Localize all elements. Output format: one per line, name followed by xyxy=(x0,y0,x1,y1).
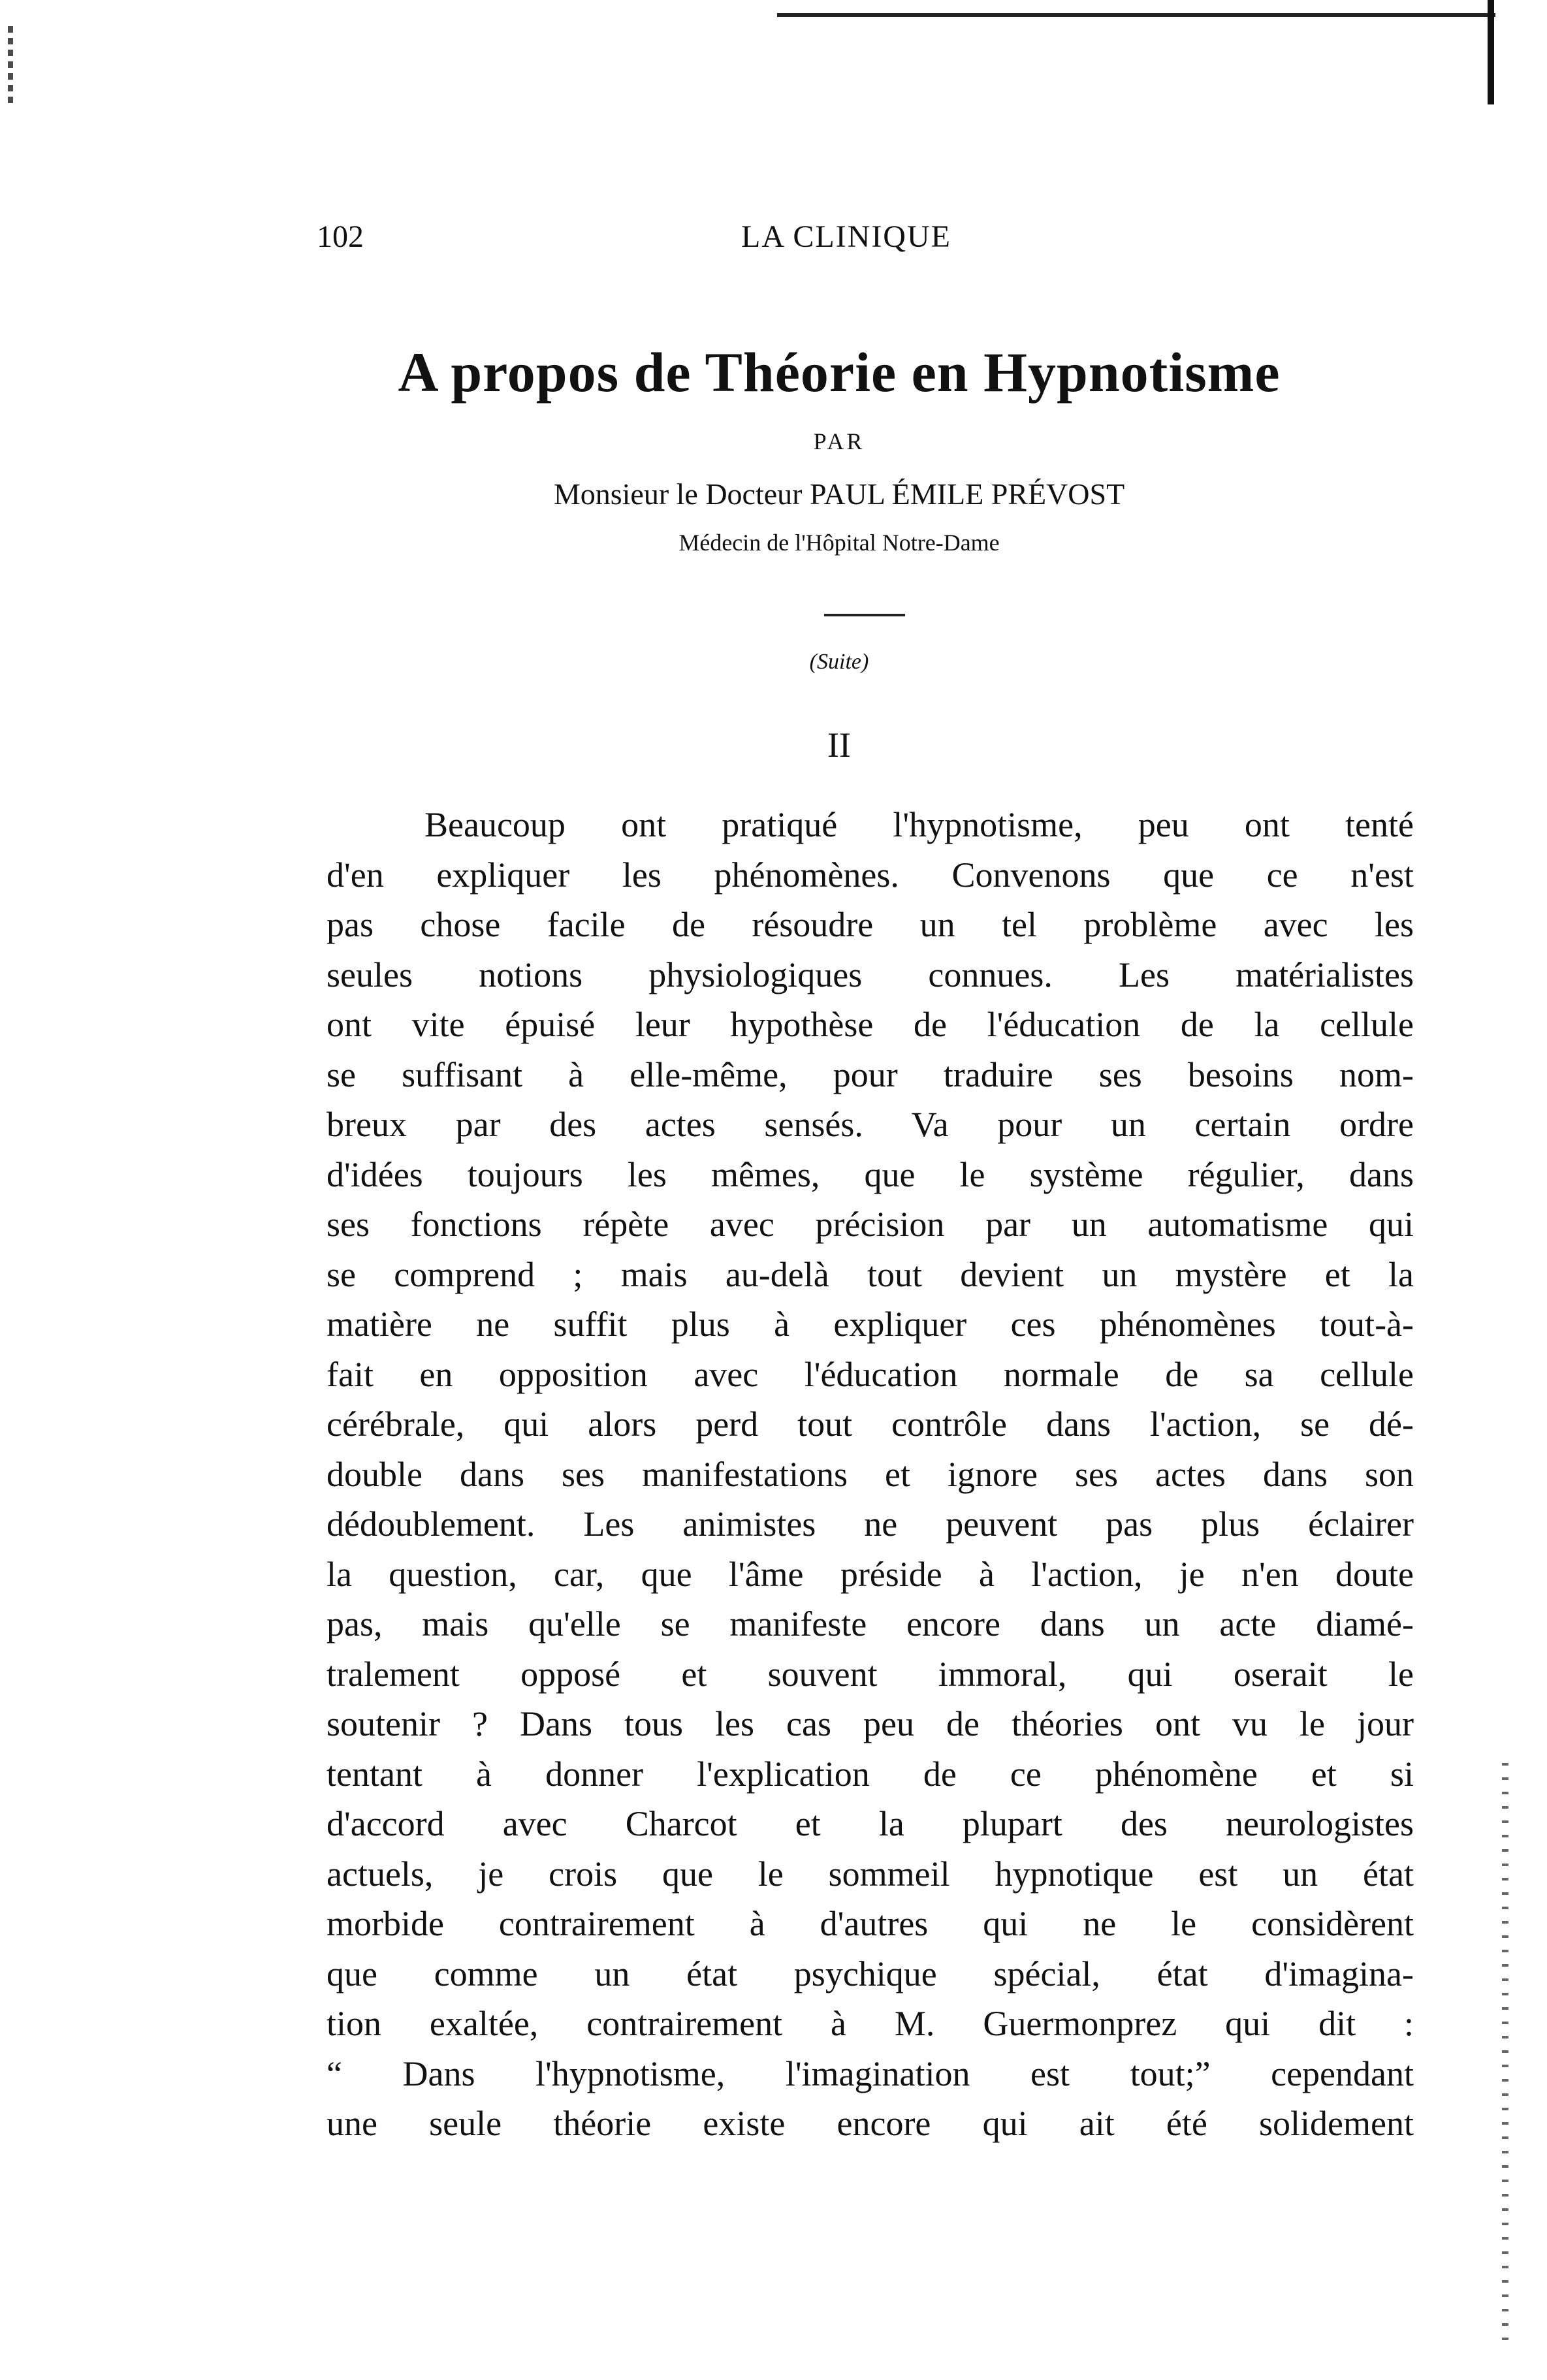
text-line: la question, car, que l'âme préside à l'action, je n'en doute xyxy=(327,1554,1414,1594)
text-line: pas, mais qu'elle se manifeste encore dans un acte diamé- xyxy=(327,1604,1414,1643)
text-line: fait en opposition avec l'éducation normale de sa cellule xyxy=(327,1354,1414,1394)
running-header xyxy=(317,219,1414,264)
continued-note: (Suite) xyxy=(809,650,869,674)
text-line: dédoublement. Les animistes ne peuvent pas plus éclairer xyxy=(327,1504,1414,1544)
author-name: Monsieur le Docteur PAUL ÉMILE PRÉVOST xyxy=(553,477,1125,511)
text-line: “ Dans l'hypnotisme, l'imagination est tout;” cependant xyxy=(327,2054,1414,2093)
text-line: pas chose facile de résoudre un tel problème avec les xyxy=(327,905,1414,944)
byline: PAR xyxy=(813,428,865,454)
text-line: Beaucoup ont pratiqué l'hypnotisme, peu ont tenté xyxy=(424,805,1414,844)
scan-right-margin-noise xyxy=(1502,1763,1508,2351)
text-line: une seule théorie existe encore qui ait été solidement xyxy=(327,2104,1414,2143)
scan-top-rule xyxy=(777,13,1495,17)
text-line: matière ne suffit plus à expliquer ces phénomènes tout-à- xyxy=(327,1305,1414,1344)
journal-title: LA CLINIQUE xyxy=(741,219,951,254)
scan-left-margin-noise xyxy=(8,26,13,104)
text-line: se comprend ; mais au-delà tout devient un mystère et la xyxy=(327,1254,1414,1294)
author-affiliation: Médecin de l'Hôpital Notre-Dame xyxy=(678,530,1000,556)
text-line: soutenir ? Dans tous les cas peu de théories ont vu le jour xyxy=(327,1704,1414,1743)
text-line: d'accord avec Charcot et la plupart des neurologistes xyxy=(327,1804,1414,1843)
scan-right-edge xyxy=(1488,0,1494,104)
text-line: tentant à donner l'explication de ce phénomène et si xyxy=(327,1754,1414,1794)
text-line: breux par des actes sensés. Va pour un certain ordre xyxy=(327,1105,1414,1144)
page-number: 102 xyxy=(317,219,364,254)
section-number: II xyxy=(827,725,851,765)
body-text xyxy=(327,800,1414,2149)
text-line: cérébrale, qui alors perd tout contrôle dans l'action, se dé- xyxy=(327,1404,1414,1444)
text-line: actuels, je crois que le sommeil hypnotique est un état xyxy=(327,1854,1414,1894)
text-line: tralement opposé et souvent immoral, qui oserait le xyxy=(327,1654,1414,1694)
text-line: d'en expliquer les phénomènes. Convenons que ce n'est xyxy=(327,855,1414,895)
text-line: ses fonctions répète avec précision par un automatisme qui xyxy=(327,1205,1414,1244)
text-line: seules notions physiologiques connues. Les matérialistes xyxy=(327,955,1414,994)
title-rule xyxy=(824,614,905,616)
text-line: double dans ses manifestations et ignore ses actes dans son xyxy=(327,1454,1414,1494)
text-line: d'idées toujours les mêmes, que le système régulier, dans xyxy=(327,1154,1414,1194)
text-line: morbide contrairement à d'autres qui ne le considèrent xyxy=(327,1904,1414,1943)
article-title: A propos de Théorie en Hypnotisme xyxy=(398,341,1281,404)
text-line: se suffisant à elle-même, pour traduire ses besoins nom- xyxy=(327,1055,1414,1094)
text-line: que comme un état psychique spécial, état d'imagina- xyxy=(327,1954,1414,1993)
text-line: tion exaltée, contrairement à M. Guermonprez qui dit : xyxy=(327,2004,1414,2043)
text-line: ont vite épuisé leur hypothèse de l'éducation de la cellule xyxy=(327,1005,1414,1044)
